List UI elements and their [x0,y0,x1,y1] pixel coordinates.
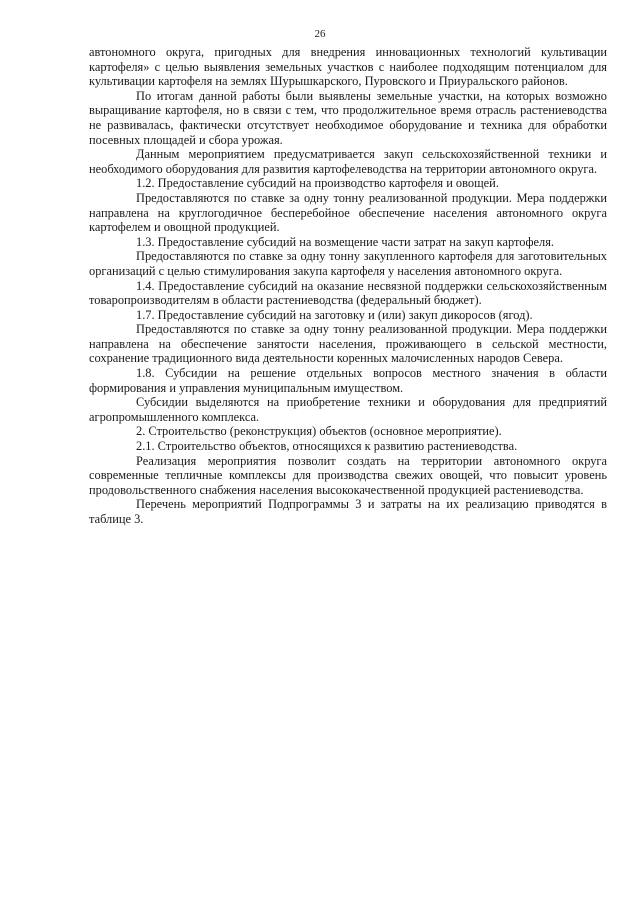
body-text [89,45,607,527]
paragraph-3: Данным мероприятием предусматривается закуп сельскохозяйственной техники и необходимого оборудования для развития картофелеводства на территории автономного округа. [89,147,607,176]
paragraph-7: Предоставляются по ставке за одну тонну закупленного картофеля для заготовительных организаций с целью стимулирования закупа картофеля у населения автономного округа. [89,249,607,278]
paragraph-15: Реализация мероприятия позволит создать на территории автономного округа современные тепличные комплексы для производства свежих овощей, что повысит уровень продовольственного снабжения населения высококачественной продукцией растениеводства. [89,453,607,497]
page-number: 26 [314,28,326,40]
paragraph-6: 1.3. Предоставление субсидий на возмещение части затрат на закуп картофеля. [136,234,554,249]
paragraph-13: 2. Строительство (реконструкция) объектов (основное мероприятие). [136,424,502,439]
paragraph-11: 1.8. Субсидии на решение отдельных вопросов местного значения в области формирования и управления муниципальным имуществом. [89,366,607,395]
paragraph-12: Субсидии выделяются на приобретение техники и оборудования для предприятий агропромышленного комплекса. [89,395,607,424]
paragraph-16: Перечень мероприятий Подпрограммы 3 и затраты на их реализацию приводятся в таблице 3. [89,497,607,526]
paragraph-10: Предоставляются по ставке за одну тонну реализованной продукции. Мера поддержки направлена на обеспечение занятости населения, проживающего в сельской местности, сохранение традиционного вида деятельности коренных малочисленных народов Севера. [89,322,607,366]
paragraph-1: автономного округа, пригодных для внедрения инновационных технологий культивации картофеля» с целью выявления земельных участков с наиболее подходящим потенциалом для культивации картофеля на землях Шурышкарского, Пуровского и Приуральского районов. [89,45,607,89]
paragraph-4: 1.2. Предоставление субсидий на производство картофеля и овощей. [136,176,499,191]
paragraph-8: 1.4. Предоставление субсидий на оказание несвязной поддержки сельскохозяйственным товаропроизводителям в области растениеводства (федеральный бюджет). [89,278,607,308]
paragraph-2: По итогам данной работы были выявлены земельные участки, на которых возможно выращивание картофеля, но в связи с тем, что продолжительное время отрасль растениеводства не развивалась, фактически отсутствует необходимое оборудование и техника для обработки посевных площадей и сбора урожая. [89,88,607,147]
paragraph-14: 2.1. Строительство объектов, относящихся к развитию растениеводства. [136,439,518,454]
paragraph-9: 1.7. Предоставление субсидий на заготовку и (или) закуп дикоросов (ягод). [136,307,533,322]
paragraph-5: Предоставляются по ставке за одну тонну реализованной продукции. Мера поддержки направлена на круглогодичное бесперебойное обеспечение населения автономного округа картофелем и овощной продукцией. [89,190,607,235]
